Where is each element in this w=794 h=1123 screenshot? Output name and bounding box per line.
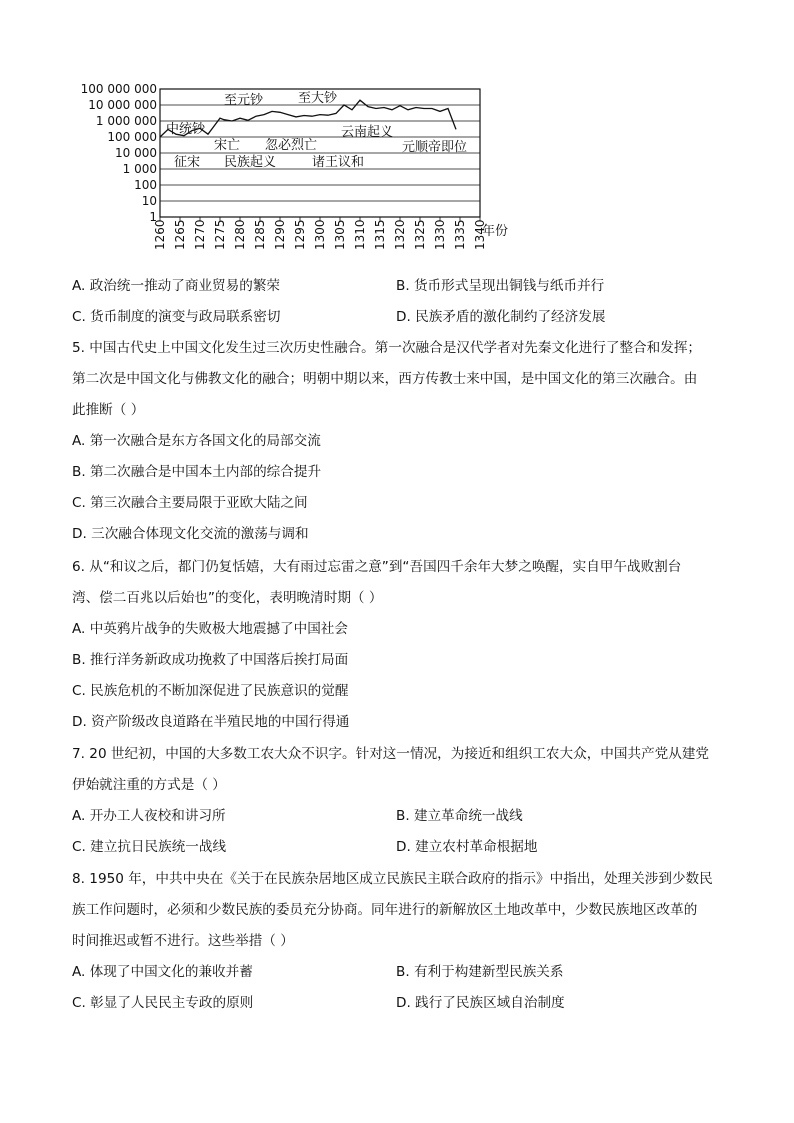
x-tick-label: 1305 [333,219,347,250]
x-tick-label: 1275 [213,219,227,250]
currency-chart [70,78,530,250]
y-tick-label: 1 [149,210,157,224]
q6-option-d: D. 资产阶级改良道路在半殖民地的中国行得通 [72,714,350,730]
x-tick-label: 1310 [353,219,367,250]
q5-option-d: D. 三次融合体现文化交流的激荡与调和 [72,526,309,542]
q8-stem-line-3: 时间推迟或暂不进行。这些举措（ ） [72,933,294,949]
q5-option-c: C. 第三次融合主要局限于亚欧大陆之间 [72,495,308,511]
q7-option-b: B. 建立革命统一战线 [396,808,523,824]
annotation-yunnan: 云南起义 [341,125,394,140]
q6-option-b: B. 推行洋务新政成功挽救了中国落后挨打局面 [72,652,349,668]
x-tick-label: 1320 [393,219,407,250]
x-tick-label: 1315 [373,219,387,250]
q6-option-c: C. 民族危机的不断加深促进了民族意识的觉醒 [72,683,349,699]
y-tick-label: 10 000 [115,146,157,160]
x-tick-label: 1265 [173,219,187,250]
x-tick-label: 1330 [433,219,447,250]
q5-stem-line-3: 此推断（ ） [72,402,145,418]
q4-option-c: C. 货币制度的演变与政局联系密切 [72,309,281,325]
q8-option-d: D. 践行了民族区域自治制度 [396,995,565,1011]
x-tick-label: 1335 [453,219,467,250]
x-tick-label: 1285 [253,219,267,250]
x-tick-label: 1340 [473,219,487,250]
x-tick-label: 1295 [293,219,307,250]
annotation-minzu: 民族起义 [224,155,277,170]
x-tick-label: 1300 [313,219,327,250]
q4-option-b: B. 货币形式呈现出铜钱与纸币并行 [396,278,605,294]
q4-option-d: D. 民族矛盾的激化制约了经济发展 [396,309,606,325]
q8-option-b: B. 有利于构建新型民族关系 [396,964,564,980]
annotation-hubilie: 忽必烈亡 [265,138,318,153]
y-tick-label: 10 [141,194,157,208]
q6-option-a: A. 中英鸦片战争的失败极大地震撼了中国社会 [72,621,348,637]
y-tick-label: 1 000 000 [95,114,157,128]
q6-stem-line-1: 6. 从“和议之后，都门仍复恬嬉，大有雨过忘雷之意”到“吾国四千余年大梦之唤醒，实自甲午战败割台 [72,559,682,575]
q7-stem-line-1: 7. 20 世纪初，中国的大多数工农大众不识字。针对这一情况，为接近和组织工农大众，中国共产党从建党 [72,746,710,762]
annotation-zhida: 至大钞 [298,91,338,106]
q8-option-c: C. 彰显了人民民主专政的原则 [72,995,254,1011]
q7-option-d: D. 建立农村革命根据地 [396,839,538,855]
q7-option-c: C. 建立抗日民族统一战线 [72,839,227,855]
y-tick-label: 100 [134,178,157,192]
q8-option-a: A. 体现了中国文化的兼收并蓄 [72,964,253,980]
chart-svg [70,78,530,250]
x-tick-label: 1280 [233,219,247,250]
annotation-zhitong: 中统钞 [166,122,206,137]
x-tick-label: 1270 [193,219,207,250]
q7-option-a: A. 开办工人夜校和讲习所 [72,808,226,824]
q5-stem-line-2: 第二次是中国文化与佛教文化的融合；明朝中期以来，西方传教士来中国，是中国文化的第三次融合。由 [72,371,698,387]
annotation-zhuwang: 诸王议和 [312,155,365,170]
y-tick-label: 100 000 [107,130,157,144]
annotation-zhengsong: 征宋 [174,155,201,170]
x-tick-label: 1290 [273,219,287,250]
q5-option-b: B. 第二次融合是中国本土内部的综合提升 [72,464,322,480]
q8-stem-line-1: 8. 1950 年，中共中央在《关于在民族杂居地区成立民族民主联合政府的指示》中指出，处理关涉到少数民 [72,871,713,887]
y-tick-label: 10 000 000 [88,98,157,112]
q8-stem-line-2: 族工作问题时，必须和少数民族的委员充分协商。同年进行的新解放区土地改革中，少数民族地区改革的 [72,902,698,918]
y-tick-label: 100 000 000 [80,82,157,96]
y-tick-label: 1 000 [122,162,157,176]
q4-option-a: A. 政治统一推动了商业贸易的繁荣 [72,278,281,294]
annotation-songwang: 宋亡 [214,138,241,153]
annotation-zhiyuan: 至元钞 [224,93,264,108]
q5-stem-line-1: 5. 中国古代史上中国文化发生过三次历史性融合。第一次融合是汉代学者对先秦文化进行了整合和发挥； [72,340,702,356]
annotation-yuanshundi: 元顺帝即位 [402,140,468,155]
q7-stem-line-2: 伊始就注重的方式是（ ） [72,777,226,793]
x-tick-label: 1325 [413,219,427,250]
x-axis-unit: 年份 [482,224,509,239]
x-tick-label: 1260 [153,219,167,250]
q5-option-a: A. 第一次融合是东方各国文化的局部交流 [72,433,321,449]
q6-stem-line-2: 湾、偿二百兆以后始也”的变化，表明晚清时期（ ） [72,590,383,606]
